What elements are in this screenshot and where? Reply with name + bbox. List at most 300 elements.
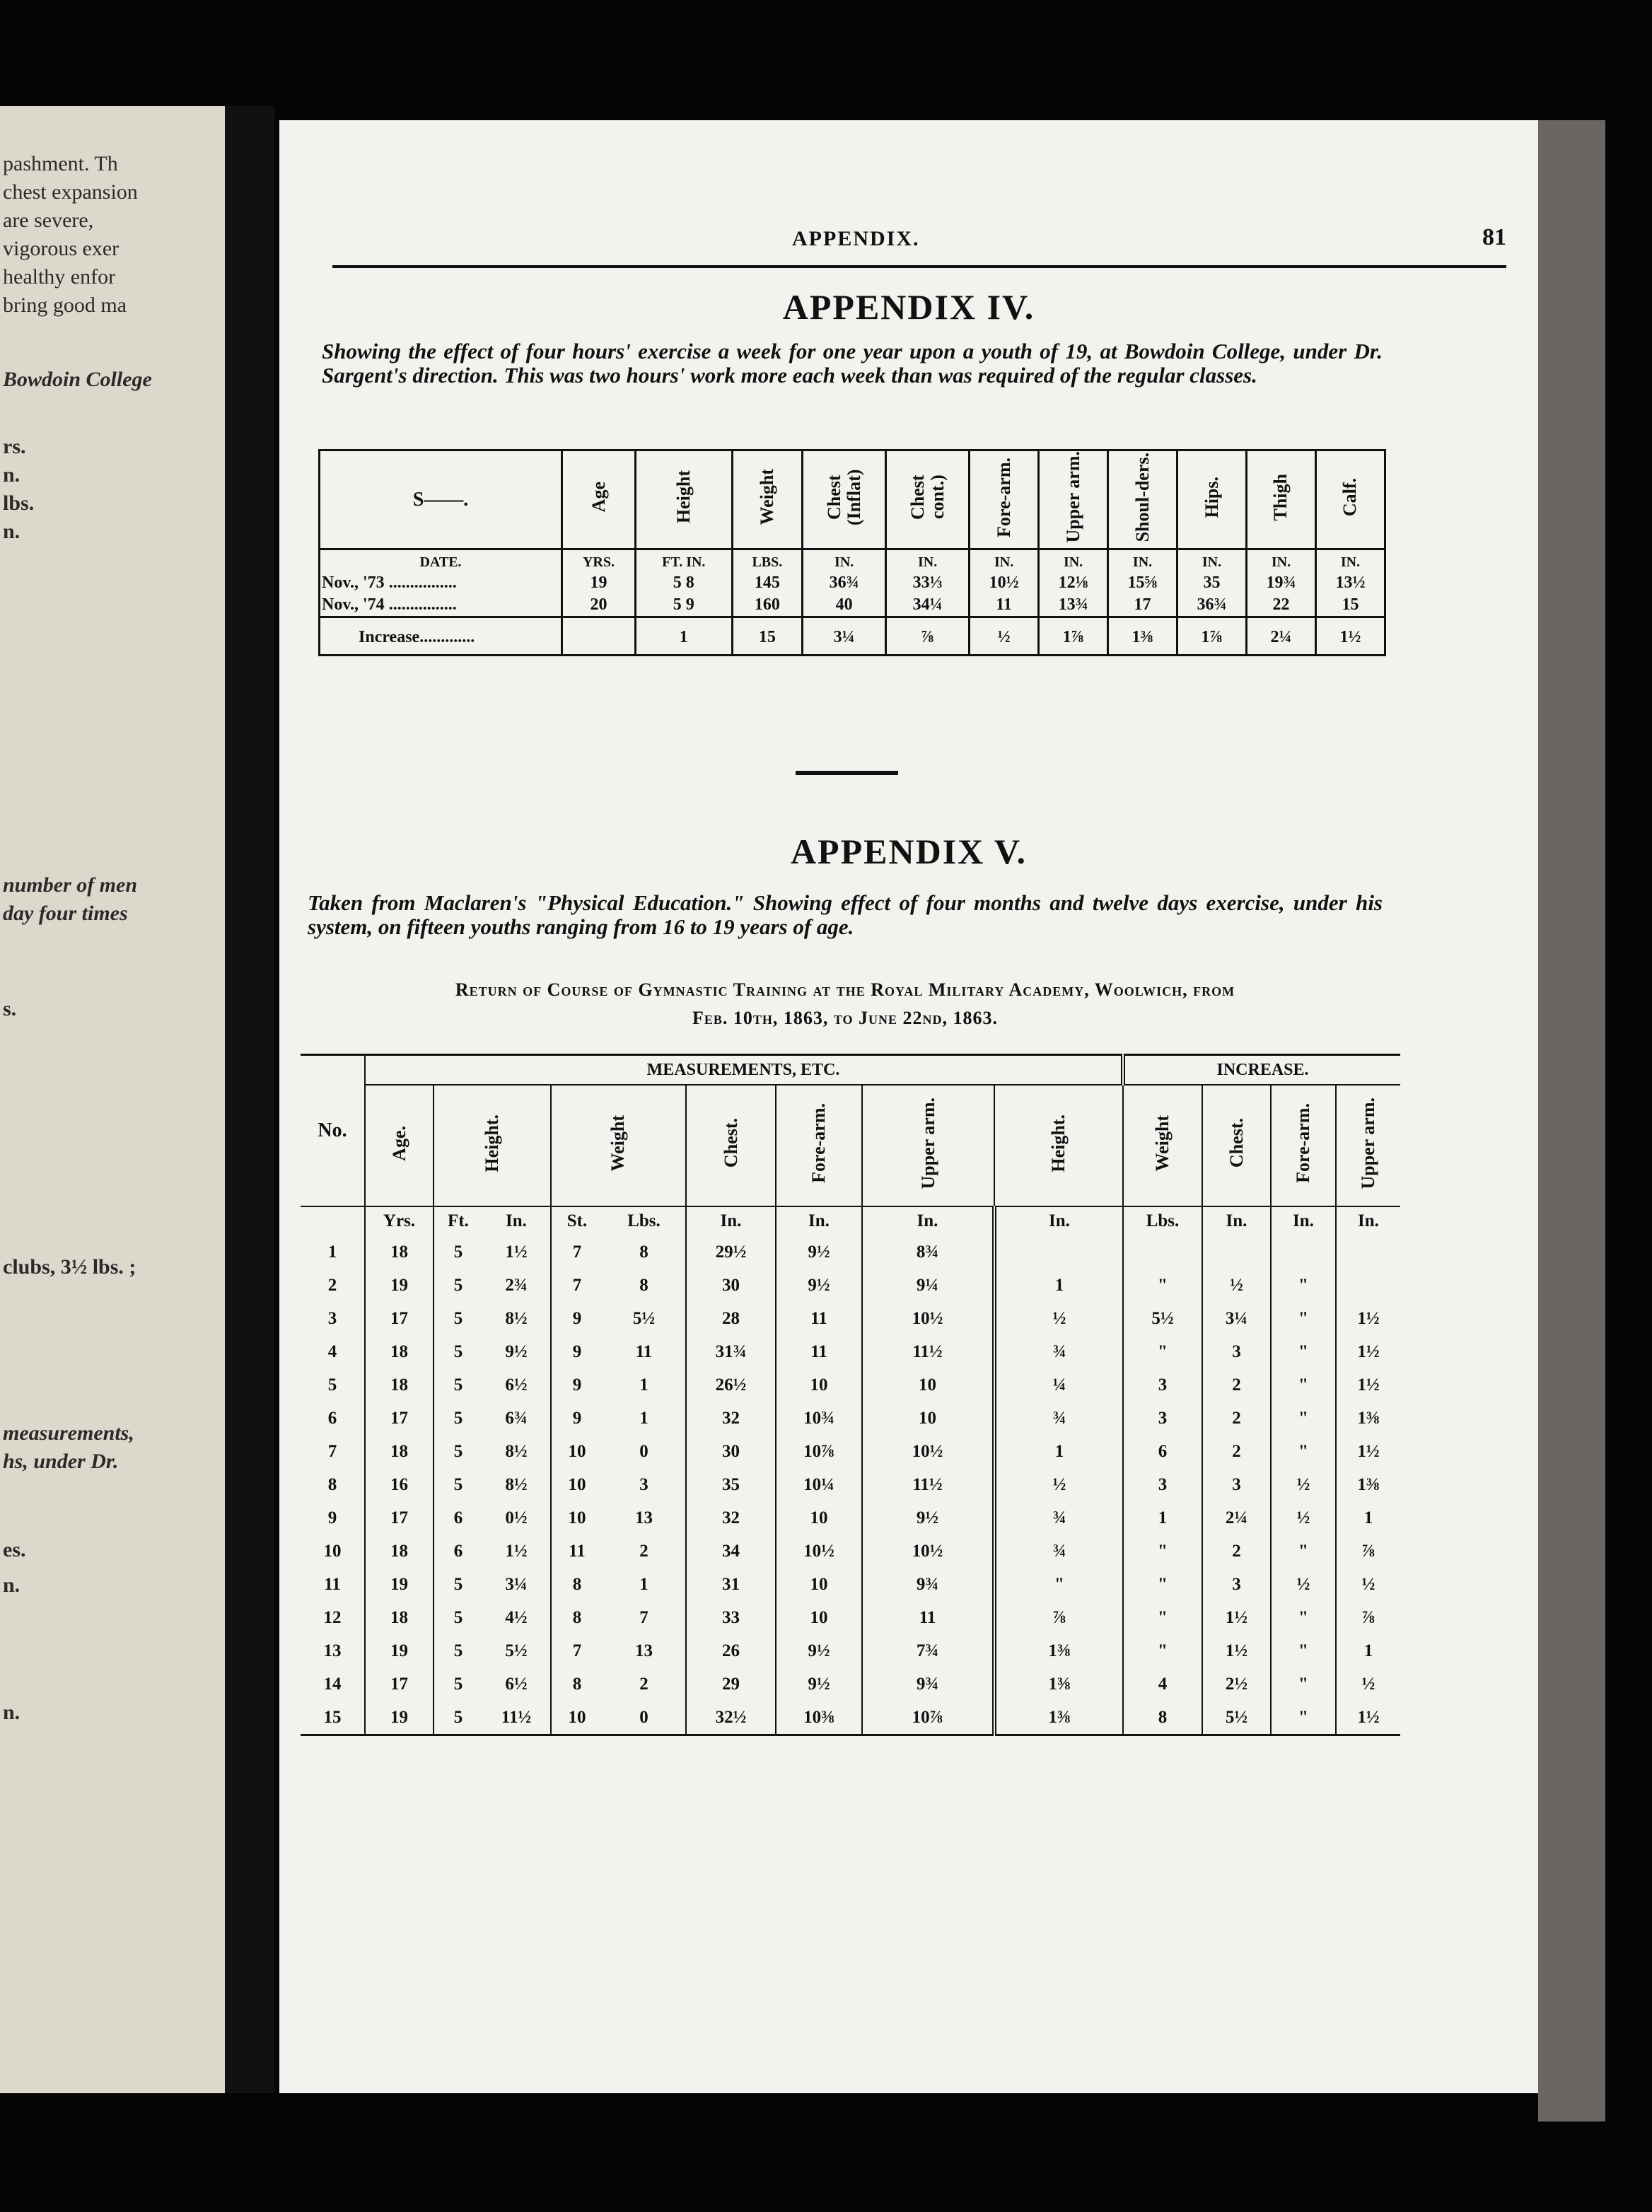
in-cell: 2¾	[505, 1275, 528, 1295]
appendix-iv-heading: APPENDIX IV.	[782, 287, 1035, 327]
appendix-v-heading: APPENDIX V.	[790, 832, 1028, 871]
increase-cell: 1⅞	[1039, 617, 1108, 656]
ft-cell: 5	[434, 1701, 482, 1735]
increase-cell: 1⅞	[1177, 617, 1247, 656]
table-row	[301, 1634, 1400, 1667]
table-row	[301, 1435, 1400, 1468]
upper-cell: 7¾	[862, 1634, 994, 1667]
table-row	[301, 1501, 1400, 1535]
increase-cell: 3¼	[803, 617, 886, 656]
i-chest-cell: 2	[1202, 1368, 1271, 1402]
unit-cell: Lbs.	[1123, 1206, 1202, 1235]
no-cell: 1	[327, 1242, 337, 1262]
no-cell: 4	[327, 1341, 337, 1361]
i-height-cell: ⅞	[994, 1601, 1123, 1634]
table-row	[301, 1601, 1400, 1634]
i-height-cell: "	[994, 1568, 1123, 1601]
chest-cell: 35	[686, 1468, 776, 1501]
lbs-cell: 7	[639, 1607, 648, 1627]
upper-cell: 9¼	[862, 1269, 994, 1302]
forearm-cell: 11	[776, 1335, 862, 1368]
i-height-cell: ¼	[994, 1368, 1123, 1402]
i-chest-cell	[1202, 1235, 1271, 1269]
no-cell: 15	[323, 1707, 342, 1727]
left-page-line: healthy enfor	[3, 265, 116, 289]
i-forearm-cell: "	[1271, 1402, 1336, 1435]
age-cell: 20	[562, 594, 636, 617]
increase-cell: 15	[732, 617, 803, 656]
st-cell: 7	[551, 1235, 603, 1269]
return-title-line1: Return of Course of Gymnastic Training at the Royal Military Academy, Woolwich, from	[455, 979, 1235, 1000]
forearm-cell: 10	[776, 1368, 862, 1402]
chest-cell: 30	[686, 1269, 776, 1302]
height-cell: 5 8	[636, 572, 733, 594]
col-header: Height.	[994, 1085, 1123, 1206]
ft-cell: 5	[434, 1435, 482, 1468]
st-cell: 9	[551, 1402, 603, 1435]
st-cell: 10	[551, 1435, 603, 1468]
upper-cell: 11½	[862, 1335, 994, 1368]
i-upper-cell: 1⅜	[1336, 1402, 1400, 1435]
running-head	[332, 223, 1506, 268]
page-number: 81	[1482, 224, 1506, 250]
i-upper-cell: ½	[1336, 1667, 1400, 1701]
lbs-cell: 13	[635, 1641, 653, 1660]
i-upper-cell: 1⅜	[1336, 1468, 1400, 1501]
no-cell: 6	[327, 1408, 337, 1428]
in-cell: 6½	[505, 1375, 528, 1395]
in-cell: 4½	[505, 1607, 528, 1627]
left-page-line: number of men	[3, 873, 138, 897]
st-cell: 8	[551, 1667, 603, 1701]
left-page-line: es.	[3, 1538, 26, 1561]
st-cell: 9	[551, 1302, 603, 1335]
unit-cell: IN.	[1108, 549, 1177, 573]
col-header: Upper arm.	[1336, 1085, 1400, 1206]
i-chest-cell: 2	[1202, 1535, 1271, 1568]
unit-cell: Yrs.	[365, 1206, 434, 1235]
col-header: Upper arm.	[862, 1085, 994, 1206]
table-row	[301, 1269, 1400, 1302]
left-page-line: s.	[3, 997, 17, 1020]
thigh-cell: 19¾	[1246, 572, 1315, 594]
unit-cell: In.	[994, 1206, 1123, 1235]
unit-cell: IN.	[970, 549, 1039, 573]
no-cell: 7	[327, 1441, 337, 1461]
age-cell: 19	[562, 572, 636, 594]
chest-cell: 26½	[686, 1368, 776, 1402]
age-cell: 17	[365, 1501, 434, 1535]
upper-cell: 11½	[862, 1468, 994, 1501]
forearm-cell: 10½	[970, 572, 1039, 594]
measurements-group-header: MEASUREMENTS, ETC.	[365, 1055, 1123, 1085]
i-upper-cell: 1	[1336, 1501, 1400, 1535]
increase-cell: 1½	[1315, 617, 1385, 656]
lbs-cell: 2	[639, 1541, 648, 1561]
left-page-line: chest expansion	[3, 180, 138, 204]
upper-cell: 10½	[862, 1435, 994, 1468]
forearm-cell: 10	[776, 1501, 862, 1535]
i-forearm-cell: "	[1271, 1667, 1336, 1701]
upper-cell: 10⅞	[862, 1701, 994, 1735]
ft-cell: 5	[434, 1235, 482, 1269]
col-header: Age	[562, 450, 636, 549]
i-height-cell: 1⅜	[994, 1701, 1123, 1735]
age-cell: 16	[365, 1468, 434, 1501]
i-weight-cell: 6	[1123, 1435, 1202, 1468]
upper-cell: 8¾	[862, 1235, 994, 1269]
i-height-cell: ½	[994, 1468, 1123, 1501]
age-cell: 18	[365, 1235, 434, 1269]
no-cell: 5	[327, 1375, 337, 1395]
i-chest-cell: 2½	[1202, 1667, 1271, 1701]
upper-arm-cell: 12⅛	[1039, 572, 1108, 594]
unit-cell: In.	[686, 1206, 776, 1235]
lbs-cell: 5½	[632, 1308, 656, 1328]
i-chest-cell: 2	[1202, 1402, 1271, 1435]
ft-cell: 5	[434, 1601, 482, 1634]
ft-cell: 5	[434, 1368, 482, 1402]
unit-cell: IN.	[1246, 549, 1315, 573]
i-weight-cell: 3	[1123, 1468, 1202, 1501]
units-row	[301, 1206, 1400, 1235]
appendix-iv-table	[318, 449, 1386, 656]
no-cell: 2	[327, 1275, 337, 1295]
st-cell: 10	[551, 1501, 603, 1535]
unit-cell: In.	[1271, 1206, 1336, 1235]
unit-cell: FT. IN.	[636, 549, 733, 573]
unit-cell: IN.	[803, 549, 886, 573]
increase-cell: 1	[636, 617, 733, 656]
lbs-cell: 2	[639, 1674, 648, 1694]
age-cell: 17	[365, 1402, 434, 1435]
upper-cell: 10	[862, 1402, 994, 1435]
table-row	[301, 1335, 1400, 1368]
in-cell: 6½	[505, 1674, 528, 1694]
unit-cell: DATE.	[419, 554, 462, 570]
chest-inflat-cell: 40	[803, 594, 886, 617]
age-cell: 17	[365, 1302, 434, 1335]
st-cell: 9	[551, 1335, 603, 1368]
forearm-cell: 10¾	[776, 1402, 862, 1435]
unit-cell: In.	[1202, 1206, 1271, 1235]
lbs-cell: 0	[639, 1707, 648, 1727]
age-cell: 19	[365, 1701, 434, 1735]
i-weight-cell: "	[1123, 1601, 1202, 1634]
i-upper-cell: 1	[1336, 1634, 1400, 1667]
in-cell: 0½	[505, 1508, 528, 1527]
i-weight-cell: "	[1123, 1269, 1202, 1302]
col-header: Thigh	[1246, 450, 1315, 549]
unit-cell: In.	[1336, 1206, 1400, 1235]
i-height-cell: ¾	[994, 1402, 1123, 1435]
calf-cell: 15	[1315, 594, 1385, 617]
age-cell: 18	[365, 1435, 434, 1468]
col-header: Weight	[551, 1085, 686, 1206]
in-cell: 1½	[505, 1242, 528, 1262]
unit-cell: Lbs.	[627, 1211, 661, 1230]
appendix-v-table	[301, 1054, 1400, 1736]
unit-cell: In.	[862, 1206, 994, 1235]
table-row	[301, 1568, 1400, 1601]
in-cell: 8½	[505, 1308, 528, 1328]
chest-cell: 31¾	[686, 1335, 776, 1368]
forearm-cell: 11	[970, 594, 1039, 617]
i-chest-cell: 3	[1202, 1468, 1271, 1501]
col-header: Chest cont.)	[886, 450, 970, 549]
lbs-cell: 0	[639, 1441, 648, 1461]
i-forearm-cell	[1271, 1235, 1336, 1269]
return-title	[301, 976, 1390, 1032]
increase-cell: ⅞	[886, 617, 970, 656]
col-header: Height	[636, 450, 733, 549]
age-cell: 17	[365, 1667, 434, 1701]
in-cell: 5½	[505, 1641, 528, 1660]
i-height-cell: 1	[994, 1435, 1123, 1468]
chest-cont-cell: 33⅓	[886, 572, 970, 594]
unit-cell: In.	[505, 1211, 527, 1230]
i-height-cell: 1⅜	[994, 1634, 1123, 1667]
in-cell: 11½	[501, 1707, 532, 1727]
left-page-line: vigorous exer	[3, 237, 120, 260]
i-chest-cell: ½	[1202, 1269, 1271, 1302]
no-cell: 11	[324, 1574, 341, 1594]
i-weight-cell: "	[1123, 1535, 1202, 1568]
st-cell: 9	[551, 1368, 603, 1402]
return-title-line2: Feb. 10th, 1863, to June 22nd, 1863.	[692, 1008, 999, 1028]
no-cell: 10	[323, 1541, 342, 1561]
table-row	[301, 1667, 1400, 1701]
i-upper-cell: 1½	[1336, 1435, 1400, 1468]
upper-cell: 9¾	[862, 1667, 994, 1701]
unit-cell: Ft.	[434, 1206, 482, 1235]
chest-cell: 32½	[686, 1701, 776, 1735]
left-page-line: bring good ma	[3, 293, 127, 317]
i-height-cell	[994, 1235, 1123, 1269]
i-chest-cell: 2	[1202, 1435, 1271, 1468]
st-cell: 7	[551, 1269, 603, 1302]
chest-cell: 31	[686, 1568, 776, 1601]
in-cell: 1½	[505, 1541, 528, 1561]
table-row	[301, 1235, 1400, 1269]
col-header: Age.	[365, 1085, 434, 1206]
i-weight-cell: 3	[1123, 1368, 1202, 1402]
ft-cell: 5	[434, 1667, 482, 1701]
i-height-cell: 1	[994, 1269, 1123, 1302]
age-cell: 18	[365, 1368, 434, 1402]
col-header: Shoul-ders.	[1108, 450, 1177, 549]
chest-inflat-cell: 36¾	[803, 572, 886, 594]
forearm-cell: 10	[776, 1601, 862, 1634]
table-row	[301, 1402, 1400, 1435]
col-header: Weight	[732, 450, 803, 549]
i-forearm-cell: "	[1271, 1535, 1336, 1568]
left-page-line: n.	[3, 1701, 21, 1724]
weight-cell: 160	[732, 594, 803, 617]
ft-cell: 5	[434, 1402, 482, 1435]
appendix-v-intro: Taken from Maclaren's "Physical Education." Showing effect of four months and twelve days exercise, under his system, on fifteen youths ranging from 16 to 19 years of age.	[308, 890, 1383, 939]
left-page-line: day four times	[3, 902, 128, 925]
i-upper-cell	[1336, 1235, 1400, 1269]
unit-cell: St.	[551, 1206, 603, 1235]
i-forearm-cell: ½	[1271, 1568, 1336, 1601]
lbs-cell: 8	[639, 1275, 648, 1295]
i-upper-cell	[1336, 1269, 1400, 1302]
ft-cell: 6	[434, 1535, 482, 1568]
st-cell: 11	[551, 1535, 603, 1568]
increase-cell: 2¼	[1246, 617, 1315, 656]
col-header: Weight	[1123, 1085, 1202, 1206]
i-upper-cell: ½	[1336, 1568, 1400, 1601]
i-forearm-cell: "	[1271, 1701, 1336, 1735]
i-weight-cell: "	[1123, 1634, 1202, 1667]
unit-cell: In.	[776, 1206, 862, 1235]
chest-cell: 33	[686, 1601, 776, 1634]
height-cell: 5 9	[636, 594, 733, 617]
lbs-cell: 8	[639, 1242, 648, 1262]
i-chest-cell: 5½	[1202, 1701, 1271, 1735]
increase-row	[320, 617, 1385, 656]
left-page-line: pashment. Th	[3, 152, 118, 175]
col-header: Chest.	[686, 1085, 776, 1206]
i-forearm-cell: "	[1271, 1335, 1336, 1368]
i-height-cell: ¾	[994, 1501, 1123, 1535]
forearm-cell: 10	[776, 1568, 862, 1601]
weight-cell: 145	[732, 572, 803, 594]
chest-cell: 34	[686, 1535, 776, 1568]
subject-header: S——.	[320, 450, 562, 549]
st-cell: 7	[551, 1634, 603, 1667]
i-upper-cell: 1½	[1336, 1368, 1400, 1402]
ft-cell: 5	[434, 1269, 482, 1302]
chest-cell: 26	[686, 1634, 776, 1667]
i-forearm-cell: "	[1271, 1601, 1336, 1634]
unit-cell: IN.	[886, 549, 970, 573]
left-page-line: are severe,	[3, 209, 94, 232]
in-cell: 3¼	[505, 1574, 528, 1594]
i-forearm-cell: "	[1271, 1269, 1336, 1302]
i-forearm-cell: ½	[1271, 1501, 1336, 1535]
shoulders-cell: 17	[1108, 594, 1177, 617]
age-cell: 19	[365, 1269, 434, 1302]
appendix-iv-intro: Showing the effect of four hours' exercise a week for one year upon a youth of 19, at Bowdoin College, under Dr. Sargent's direction. This was two hours' work more each week than was required of the regular classes.	[322, 339, 1383, 388]
i-weight-cell	[1123, 1235, 1202, 1269]
col-header: Height.	[434, 1085, 551, 1206]
shoulders-cell: 15⅝	[1108, 572, 1177, 594]
no-cell: 12	[323, 1607, 342, 1627]
i-height-cell: ½	[994, 1302, 1123, 1335]
book-gutter	[225, 106, 274, 2093]
left-page-fragment	[0, 106, 225, 2093]
lbs-cell: 1	[639, 1574, 648, 1594]
i-chest-cell: 2¼	[1202, 1501, 1271, 1535]
i-upper-cell: ⅞	[1336, 1601, 1400, 1634]
col-header: Hips.	[1177, 450, 1247, 549]
unit-cell: YRS.	[562, 549, 636, 573]
i-weight-cell: 4	[1123, 1667, 1202, 1701]
unit-cell	[301, 1206, 365, 1235]
no-cell: 13	[323, 1641, 342, 1660]
section-divider	[796, 771, 898, 775]
i-height-cell: 1⅜	[994, 1667, 1123, 1701]
upper-cell: 9½	[862, 1501, 994, 1535]
ft-cell: 5	[434, 1634, 482, 1667]
age-cell: 18	[365, 1535, 434, 1568]
left-page-line: clubs, 3½ lbs. ;	[3, 1255, 136, 1279]
age-cell: 19	[365, 1634, 434, 1667]
left-page-line: hs, under Dr.	[3, 1450, 119, 1473]
lbs-cell: 13	[635, 1508, 653, 1527]
left-page-line: Bowdoin College	[3, 368, 152, 391]
unit-cell: IN.	[1039, 549, 1108, 573]
chest-cell: 32	[686, 1402, 776, 1435]
running-head-title: APPENDIX.	[792, 227, 920, 250]
upper-cell: 9¾	[862, 1568, 994, 1601]
lbs-cell: 1	[639, 1375, 648, 1395]
i-height-cell: ¾	[994, 1535, 1123, 1568]
upper-cell: 11	[862, 1601, 994, 1634]
increase-cell: ½	[970, 617, 1039, 656]
i-weight-cell: "	[1123, 1335, 1202, 1368]
lbs-cell: 3	[639, 1474, 648, 1494]
thigh-cell: 22	[1246, 594, 1315, 617]
col-header: Fore-arm.	[970, 450, 1039, 549]
date-cell: Nov., '73 ................	[322, 574, 457, 592]
ft-cell: 6	[434, 1501, 482, 1535]
col-header: Chest.	[1202, 1085, 1271, 1206]
col-header: Fore-arm.	[776, 1085, 862, 1206]
i-weight-cell: 3	[1123, 1402, 1202, 1435]
page-edge	[1538, 120, 1605, 2121]
no-cell: 8	[327, 1474, 337, 1494]
forearm-cell: 9½	[776, 1667, 862, 1701]
ft-cell: 5	[434, 1302, 482, 1335]
i-weight-cell: 1	[1123, 1501, 1202, 1535]
table-row	[301, 1535, 1400, 1568]
i-forearm-cell: ½	[1271, 1468, 1336, 1501]
forearm-cell: 9½	[776, 1269, 862, 1302]
hips-cell: 36¾	[1177, 594, 1247, 617]
i-forearm-cell: "	[1271, 1435, 1336, 1468]
calf-cell: 13½	[1315, 572, 1385, 594]
left-page-line: measurements,	[3, 1421, 134, 1445]
left-page-line: n.	[3, 520, 21, 543]
ft-cell: 5	[434, 1335, 482, 1368]
age-cell: 18	[365, 1601, 434, 1634]
i-chest-cell: 1½	[1202, 1601, 1271, 1634]
left-page-line: n.	[3, 463, 21, 487]
date-cell: Nov., '74 ................	[322, 595, 457, 614]
i-chest-cell: 1½	[1202, 1634, 1271, 1667]
chest-cell: 29½	[686, 1235, 776, 1269]
lbs-cell: 1	[639, 1408, 648, 1428]
chest-cell: 29	[686, 1667, 776, 1701]
left-page-line: lbs.	[3, 491, 35, 515]
st-cell: 8	[551, 1601, 603, 1634]
i-chest-cell: 3	[1202, 1335, 1271, 1368]
i-chest-cell: 3	[1202, 1568, 1271, 1601]
in-cell: 9½	[505, 1341, 528, 1361]
i-chest-cell: 3¼	[1202, 1302, 1271, 1335]
table-row	[320, 572, 1385, 594]
right-page	[279, 120, 1538, 2093]
table-row	[301, 1368, 1400, 1402]
age-cell: 19	[365, 1568, 434, 1601]
no-cell: 14	[323, 1674, 342, 1694]
forearm-cell: 9½	[776, 1235, 862, 1269]
col-header: Upper arm.	[1039, 450, 1108, 549]
hips-cell: 35	[1177, 572, 1247, 594]
